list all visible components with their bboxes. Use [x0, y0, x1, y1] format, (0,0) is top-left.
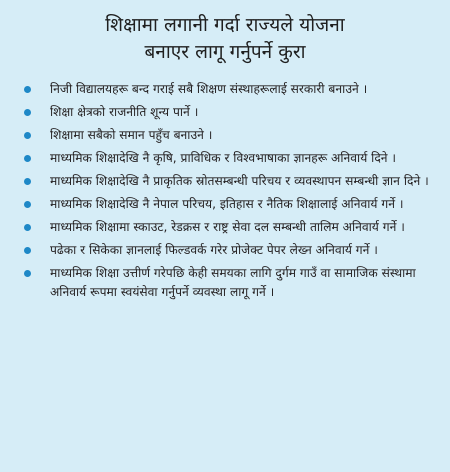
- title-line-1: शिक्षामा लगानी गर्दा राज्यले योजना: [105, 14, 345, 36]
- bullet-list: [14, 80, 436, 302]
- list-item-text: शिक्षा क्षेत्रको राजनीति शून्य पार्ने ।: [50, 105, 199, 119]
- title-line-2: बनाएर लागू गर्नुपर्ने कुरा: [144, 41, 306, 63]
- list-item: [20, 241, 436, 260]
- list-item-text: माध्यमिक शिक्षामा स्काउट, रेडक्रस र राष्ट्र सेवा दल सम्बन्धी तालिम अनिवार्य गर्ने ।: [50, 220, 405, 234]
- list-item-text: माध्यमिक शिक्षादेखि नै नेपाल परिचय, इतिहास र नैतिक शिक्षालाई अनिवार्य गर्ने ।: [50, 197, 404, 211]
- list-item-text: पढेका र सिकेका ज्ञानलाई फिल्डवर्क गरेर प्रोजेक्ट पेपर लेख्न अनिवार्य गर्ने ।: [50, 243, 378, 257]
- list-item: [20, 149, 436, 168]
- bullet-dot-icon: [24, 270, 31, 277]
- list-item: [20, 103, 436, 122]
- bullet-dot-icon: [24, 86, 31, 93]
- panel-title: [14, 12, 436, 66]
- list-item-text: माध्यमिक शिक्षादेखि नै प्राकृतिक स्रोतसम्बन्धी परिचय र व्यवस्थापन सम्बन्धी ज्ञान दिने ।: [50, 174, 429, 188]
- list-item-text: निजी विद्यालयहरू बन्द गराई सबै शिक्षण संस्थाहरूलाई सरकारी बनाउने ।: [50, 82, 368, 96]
- bullet-dot-icon: [24, 178, 31, 185]
- bullet-dot-icon: [24, 247, 31, 254]
- list-item: [20, 126, 436, 145]
- list-item: [20, 195, 436, 214]
- bullet-dot-icon: [24, 155, 31, 162]
- list-item-text: माध्यमिक शिक्षादेखि नै कृषि, प्राविधिक र विश्वभाषाका ज्ञानहरू अनिवार्य दिने ।: [50, 151, 397, 165]
- list-item-text: शिक्षामा सबैको समान पहुँच बनाउने ।: [50, 128, 213, 142]
- list-item-text: माध्यमिक शिक्षा उत्तीर्ण गरेपछि केही समयका लागि दुर्गम गाउँ वा सामाजिक संस्थामा अनिवार्य रूपमा स्वयंसेवा गर्नुपर्ने व्यवस्था लागू गर्ने ।: [50, 266, 416, 299]
- list-item: [20, 264, 436, 302]
- bullet-dot-icon: [24, 132, 31, 139]
- list-item: [20, 80, 436, 99]
- list-item: [20, 172, 436, 191]
- bullet-dot-icon: [24, 109, 31, 116]
- bullet-dot-icon: [24, 224, 31, 231]
- list-item: [20, 218, 436, 237]
- bullet-dot-icon: [24, 201, 31, 208]
